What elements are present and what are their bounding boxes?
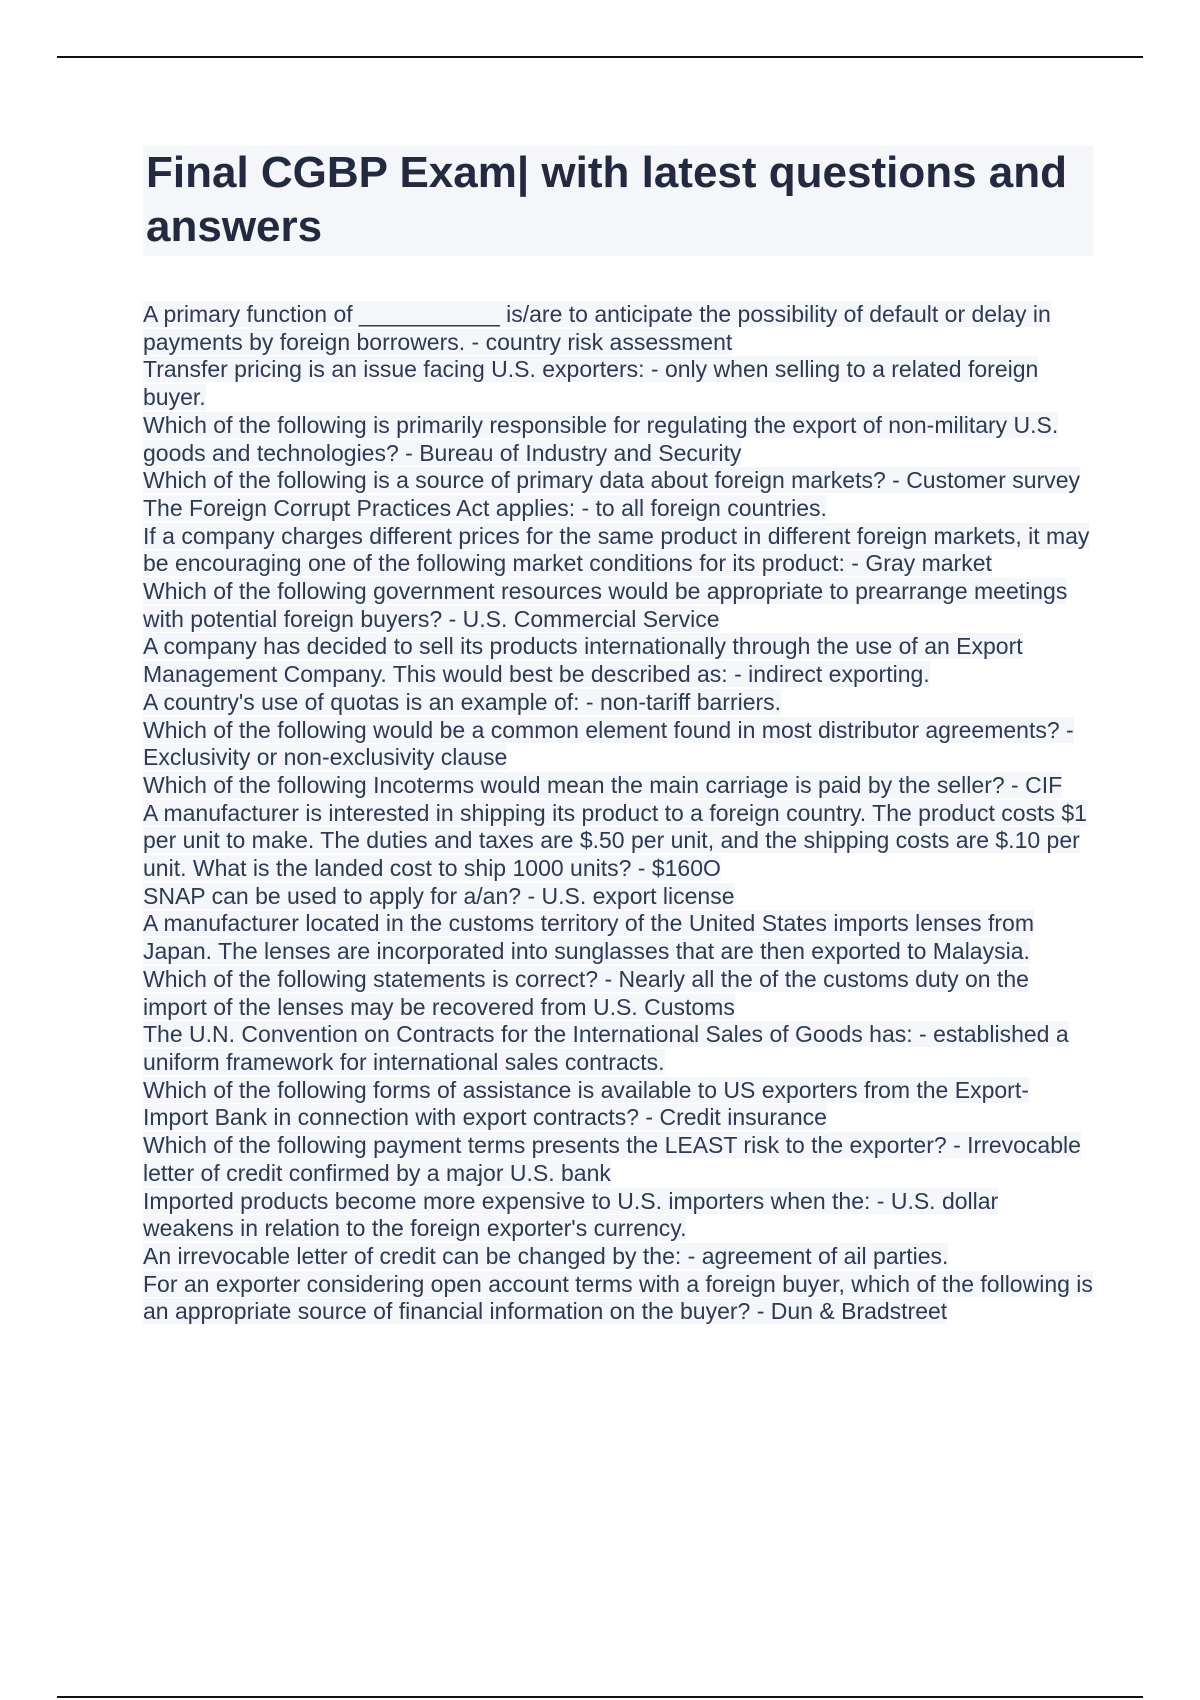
qa-item bbox=[143, 412, 1093, 467]
qa-text: An irrevocable letter of credit can be changed by the: - agreement of ail parties. bbox=[143, 1242, 949, 1269]
qa-item bbox=[143, 1021, 1093, 1076]
qa-item bbox=[143, 689, 1093, 717]
qa-text: SNAP can be used to apply for a/an? - U.S. export license bbox=[143, 882, 735, 909]
qa-text: Which of the following government resources would be appropriate to prearrange meetings with potential foreign buyers? - U.S. Commercial Service bbox=[143, 578, 1068, 632]
qa-text: A manufacturer located in the customs territory of the United States imports lenses from Japan. The lenses are incorporated into sunglasses that are then exported to Malaysia. Which of the following statements is correct? - Nearly all the of the customs duty on the import of the lenses may be recovered from U.S. Customs bbox=[143, 910, 1035, 1020]
qa-item bbox=[143, 772, 1093, 800]
qa-text: A primary function of ___________ is/are to anticipate the possibility of default or delay in payments by foreign borrowers. - country risk assessment bbox=[143, 301, 1051, 355]
qa-text: Which of the following payment terms presents the LEAST risk to the exporter? - Irrevocable letter of credit confirmed by a major U.S. bank bbox=[143, 1132, 1081, 1186]
header-rule bbox=[57, 56, 1143, 58]
qa-item bbox=[143, 1188, 1093, 1243]
qa-item bbox=[143, 1243, 1093, 1271]
qa-text: For an exporter considering open account terms with a foreign buyer, which of the following is an appropriate source of financial information on the buyer? - Dun & Bradstreet bbox=[143, 1270, 1093, 1325]
qa-item bbox=[143, 495, 1093, 523]
qa-item bbox=[143, 1132, 1093, 1187]
page-title: Final CGBP Exam| with latest questions and answers bbox=[146, 148, 1068, 251]
qa-list bbox=[143, 301, 1093, 1326]
qa-item bbox=[143, 633, 1093, 688]
title-block bbox=[143, 146, 1093, 256]
qa-text: Which of the following is a source of primary data about foreign markets? - Customer survey bbox=[143, 467, 1081, 494]
qa-item bbox=[143, 717, 1093, 772]
qa-text: A country's use of quotas is an example of: - non-tariff barriers. bbox=[143, 688, 782, 715]
qa-item bbox=[143, 578, 1093, 633]
qa-text: Imported products become more expensive to U.S. importers when the: - U.S. dollar weakens in relation to the foreign exporter's currency. bbox=[143, 1187, 999, 1242]
qa-item bbox=[143, 301, 1093, 356]
qa-text: Which of the following forms of assistance is available to US exporters from the Export-Import Bank in connection with export contracts? - Credit insurance bbox=[143, 1076, 1029, 1131]
footer-rule bbox=[57, 1696, 1143, 1698]
qa-text: Transfer pricing is an issue facing U.S. exporters: - only when selling to a related foreign buyer. bbox=[143, 356, 1039, 411]
qa-item bbox=[143, 467, 1093, 495]
qa-text: If a company charges different prices for the same product in different foreign markets, it may be encouraging one of the following market conditions for its product: - Gray market bbox=[143, 522, 1090, 577]
qa-text: A manufacturer is interested in shipping its product to a foreign country. The product costs $1 per unit to make. The duties and taxes are $.50 per unit, and the shipping costs are $.10 per unit. What is the landed cost to ship 1000 units? - $160O bbox=[143, 799, 1087, 882]
qa-text: Which of the following would be a common element found in most distributor agreements? - Exclusivity or non-exclusivity clause bbox=[143, 716, 1074, 771]
qa-text: Which of the following is primarily responsible for regulating the export of non-military U.S. goods and technologies? - Bureau of Industry and Security bbox=[143, 411, 1059, 466]
qa-text: The U.N. Convention on Contracts for the International Sales of Goods has: - established a uniform framework for international sales contracts. bbox=[143, 1021, 1069, 1075]
qa-item bbox=[143, 356, 1093, 411]
qa-item bbox=[143, 800, 1093, 883]
qa-text: Which of the following Incoterms would mean the main carriage is paid by the seller? - CIF bbox=[143, 771, 1063, 798]
qa-text: The Foreign Corrupt Practices Act applies: - to all foreign countries. bbox=[143, 494, 827, 521]
qa-item bbox=[143, 883, 1093, 911]
qa-item bbox=[143, 523, 1093, 578]
qa-item bbox=[143, 1271, 1093, 1326]
qa-item bbox=[143, 910, 1093, 1021]
qa-text: A company has decided to sell its products internationally through the use of an Export Management Company. This would best be described as: - indirect exporting. bbox=[143, 633, 1023, 688]
qa-item bbox=[143, 1077, 1093, 1132]
